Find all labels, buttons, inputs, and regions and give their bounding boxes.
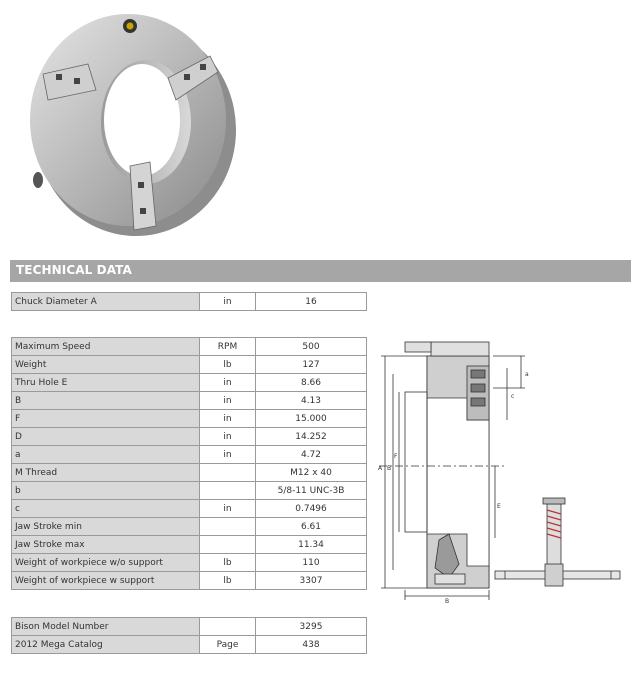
table-row <box>12 392 367 410</box>
cell-value: 110 <box>256 554 367 572</box>
cell-value: 500 <box>256 338 367 356</box>
cell-label: Bison Model Number <box>12 618 200 636</box>
cell-label: M Thread <box>12 464 200 482</box>
cell-value: 8.66 <box>256 374 367 392</box>
chuck-technical-drawing <box>375 328 630 603</box>
dim-label-F: F <box>394 453 398 460</box>
cell-value: 0.7496 <box>256 500 367 518</box>
table-row <box>12 410 367 428</box>
cell-label: D <box>12 428 200 446</box>
cell-value: 11.34 <box>256 536 367 554</box>
cell-label: 2012 Mega Catalog <box>12 636 200 654</box>
cell-unit <box>200 464 256 482</box>
cell-value: 5/8-11 UNC-3B <box>256 482 367 500</box>
table-row <box>12 338 367 356</box>
cell-label: Jaw Stroke min <box>12 518 200 536</box>
cell-unit <box>200 518 256 536</box>
dim-label-B: B <box>387 465 392 472</box>
cell-unit: lb <box>200 572 256 590</box>
cell-value: 4.72 <box>256 446 367 464</box>
cell-label: Thru Hole E <box>12 374 200 392</box>
chuck-product-photo <box>18 4 240 236</box>
table-row <box>12 446 367 464</box>
cell-unit: in <box>200 374 256 392</box>
cell-label: Jaw Stroke max <box>12 536 200 554</box>
cell-value: 3307 <box>256 572 367 590</box>
table-row <box>12 572 367 590</box>
cell-label: F <box>12 410 200 428</box>
section-title: TECHNICAL DATA <box>16 263 132 277</box>
cell-value: 14.252 <box>256 428 367 446</box>
cell-label: a <box>12 446 200 464</box>
cell-label: Weight of workpiece w support <box>12 572 200 590</box>
cell-unit: in <box>200 500 256 518</box>
table-row <box>12 464 367 482</box>
cell-unit: lb <box>200 554 256 572</box>
cell-label: Maximum Speed <box>12 338 200 356</box>
cell-label: c <box>12 500 200 518</box>
cell-unit: in <box>200 446 256 464</box>
table-row <box>12 554 367 572</box>
cell-value: 127 <box>256 356 367 374</box>
cell-label: B <box>12 392 200 410</box>
cell-label: Chuck Diameter A <box>12 293 200 311</box>
chuck-diameter-table <box>11 292 367 311</box>
cell-value: 15.000 <box>256 410 367 428</box>
table-row <box>12 618 367 636</box>
catalog-table <box>11 617 367 654</box>
table-row <box>12 428 367 446</box>
dim-label-E: E <box>497 503 501 510</box>
cell-unit: in <box>200 293 256 311</box>
cell-unit: Page <box>200 636 256 654</box>
cell-unit: lb <box>200 356 256 374</box>
cell-value: M12 x 40 <box>256 464 367 482</box>
cell-value: 6.61 <box>256 518 367 536</box>
cell-value: 3295 <box>256 618 367 636</box>
table-row <box>12 356 367 374</box>
dim-label-B-bottom: B <box>445 598 450 603</box>
table-row <box>12 636 367 654</box>
cell-value: 16 <box>256 293 367 311</box>
table-row <box>12 482 367 500</box>
cell-unit: in <box>200 428 256 446</box>
cell-label: Weight of workpiece w/o support <box>12 554 200 572</box>
cell-value: 438 <box>256 636 367 654</box>
dim-label-c: c <box>511 393 515 400</box>
cell-unit: RPM <box>200 338 256 356</box>
cell-label: Weight <box>12 356 200 374</box>
table-row <box>12 518 367 536</box>
cell-unit <box>200 536 256 554</box>
specifications-table <box>11 337 367 590</box>
table-row <box>12 500 367 518</box>
cell-unit <box>200 482 256 500</box>
cell-unit: in <box>200 392 256 410</box>
cell-unit: in <box>200 410 256 428</box>
cell-value: 4.13 <box>256 392 367 410</box>
technical-data-header <box>10 260 631 282</box>
table-row <box>12 293 367 311</box>
dim-label-a: a <box>525 371 529 378</box>
table-row <box>12 374 367 392</box>
dim-label-A: A <box>378 465 383 472</box>
cell-unit <box>200 618 256 636</box>
table-row <box>12 536 367 554</box>
cell-label: b <box>12 482 200 500</box>
